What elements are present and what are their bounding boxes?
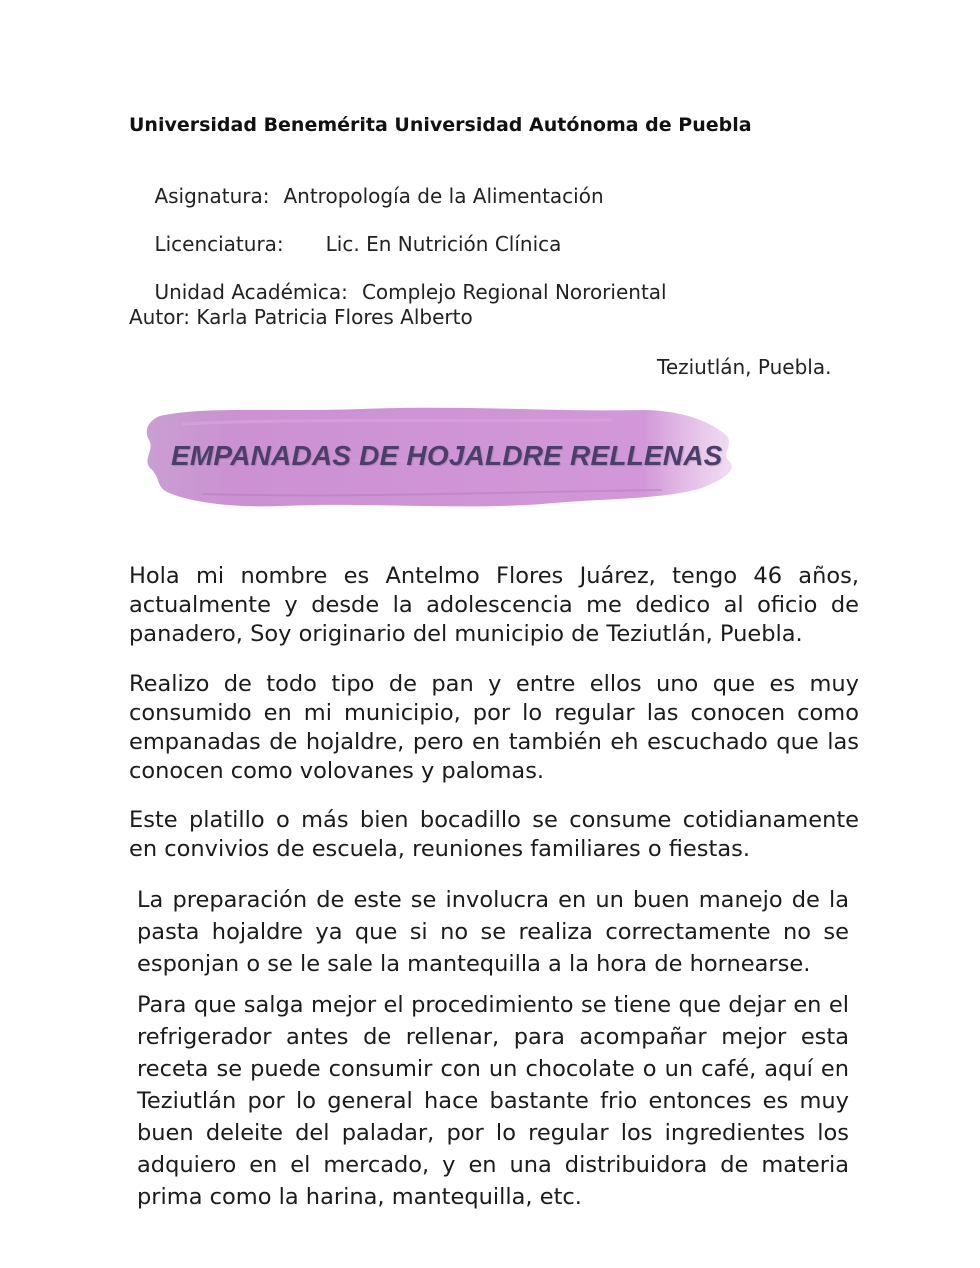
degree-label: Licenciatura:: [154, 232, 284, 256]
recipe-title: EMPANADAS DE HOJALDRE RELLENAS: [171, 440, 723, 471]
author-line: Autor: Karla Patricia Flores Alberto: [129, 305, 473, 329]
paragraph-intro: Hola mi nombre es Antelmo Flores Juárez, tengo 46 años, actualmente y desde la adolescencia me dedico al oficio de panadero, Soy originario del municipio de Teziutlán, Puebla.: [129, 563, 859, 647]
paragraph-consumption: Este platillo o más bien bocadillo se consume cotidianamente en convivios de escuela, reuniones familiares o fiestas.: [129, 807, 859, 862]
subject-label: Asignatura:: [154, 184, 270, 208]
academic-unit-value: Complejo Regional Nororiental: [361, 280, 667, 304]
institution-name: Universidad Benemérita Universidad Autónoma de Puebla: [129, 114, 752, 136]
paragraph-preparation: La preparación de este se involucra en un buen manejo de la pasta hojaldre ya que si no se realiza correctamente no se esponjan o se le sale la mantequilla a la hora de hornearse.: [137, 887, 849, 977]
place-date: Teziutlán, Puebla.: [657, 355, 832, 379]
degree-value: Lic. En Nutrición Clínica: [325, 232, 562, 256]
paragraph-procedure: Para que salga mejor el procedimiento se tiene que dejar en el refrigerador antes de rellenar, para acompañar mejor esta receta se puede consumir con un chocolate o un café, aquí en Teziutlán por lo general hace bastante frio entonces es muy buen deleite del paladar, por lo regular los ingredientes los adquiero en el mercado, y en una distribuidora de materia prima como la harina, mantequilla, etc.: [137, 992, 849, 1210]
paragraph-bread-types: Realizo de todo tipo de pan y entre ellos uno que es muy consumido en mi municipio, por lo regular las conocen como empanadas de hojaldre, pero en también eh escuchado que las conocen como volovanes y palomas.: [129, 671, 859, 784]
academic-unit-label: Unidad Académica:: [154, 280, 348, 304]
subject-value: Antropología de la Alimentación: [283, 184, 604, 208]
